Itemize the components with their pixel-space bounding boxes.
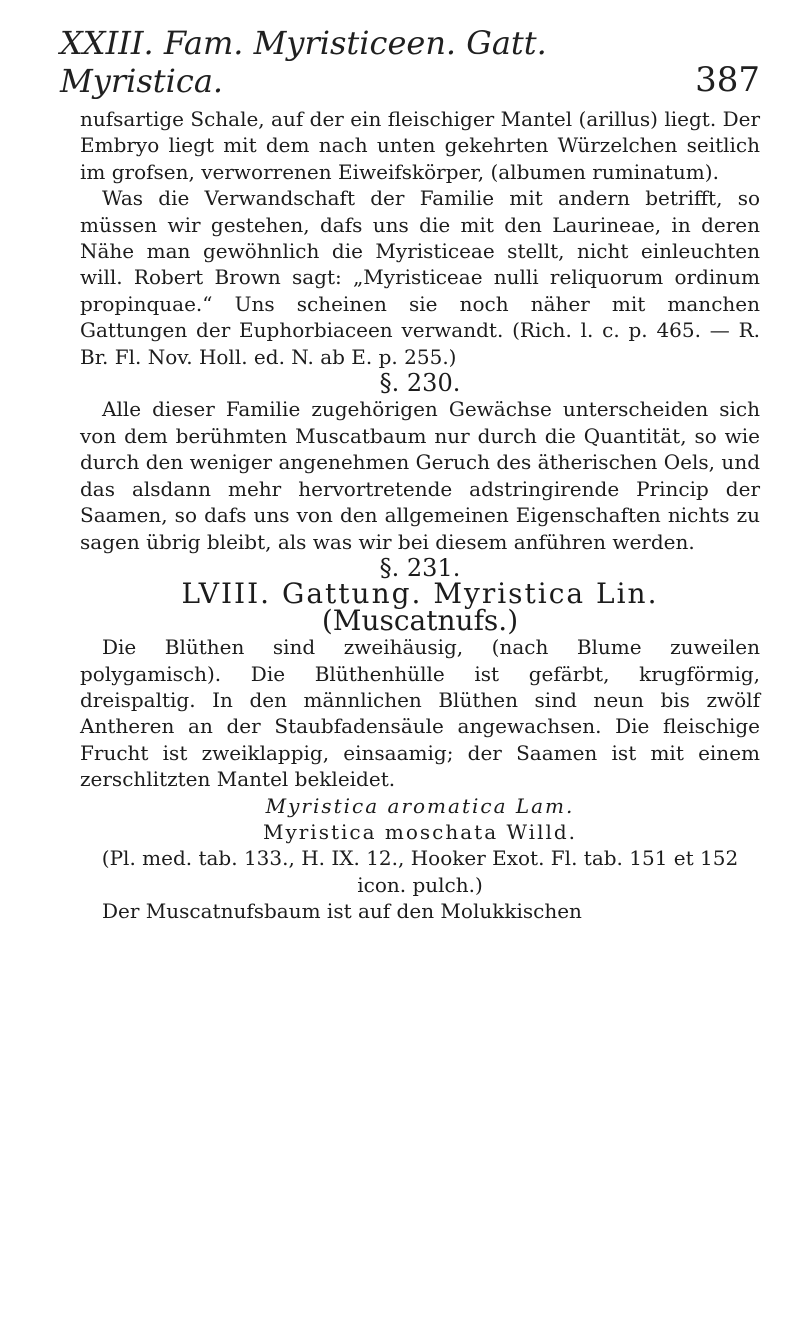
page-number: 387	[695, 60, 760, 100]
running-header	[60, 24, 760, 100]
genus-heading: LVIII. Gattung. Myristica Lin.	[181, 577, 659, 611]
paragraph: Die Blüthen sind zweihäusig, (nach Blume zuweilen polygamisch). Die Blüthenhülle ist gefärbt, krugförmig, dreispaltig. In den männlichen Blüthen sind neun bis zwölf Antheren an der Staubfadensäule angewachsen. Die fleischige Frucht ist zweiklappig, einsaamig; der Saamen ist mit einem zerschlitzten Mantel bekleidet.	[80, 635, 760, 792]
common-name: (Muscatnufs.)	[321, 603, 519, 637]
paragraph: nufsartige Schale, auf der ein fleischiger Mantel (arillus) liegt. Der Embryo liegt mit dem nach unten gekehrten Würzelchen seitlich im grofsen, verworrenen Eiweifskörper, (albumen ruminatum).	[80, 107, 760, 184]
species-synonym: Myristica moschata Willd.	[262, 819, 578, 844]
references: (Pl. med. tab. 133., H. IX. 12., Hooker Exot. Fl. tab. 151 et 152 icon. pulch.)	[101, 846, 739, 897]
section-number: §. 230.	[379, 369, 461, 398]
paragraph: Der Muscatnufsbaum ist auf den Molukkischen	[102, 899, 582, 924]
paragraph: Alle dieser Familie zugehörigen Gewächse unterscheiden sich von dem berühmten Muscatbaum nur durch die Quantität, so wie durch den weniger angenehmen Geruch des ätherischen Oels, und das alsdann mehr hervortretende adstringirende Princip der Saamen, so dafs uns von den allgemeinen Eigenschaften nichts zu sagen übrig bleibt, als was wir bei diesem anführen werden.	[80, 397, 760, 554]
header-title: XXIII. Fam. Myristiceen. Gatt. Myristica.	[60, 24, 547, 100]
species-name: Myristica aromatica Lam.	[265, 793, 575, 818]
paragraph: Was die Verwandschaft der Familie mit andern betrifft, so müssen wir gestehen, dafs uns die mit den Laurineae, in deren Nähe man gewöhnlich die Myristiceae stellt, nicht einleuchten will. Robert Brown sagt: „Myristiceae nulli reliquorum ordinum propinquae.“ Uns scheinen sie noch näher mit manchen Gattungen der Euphorbiaceen verwandt. (Rich. l. c. p. 465. — R. Br. Fl. Nov. Holl. ed. N. ab E. p. 255.)	[80, 186, 760, 369]
page-body	[80, 106, 760, 925]
section-number: §. 231.	[379, 553, 461, 582]
